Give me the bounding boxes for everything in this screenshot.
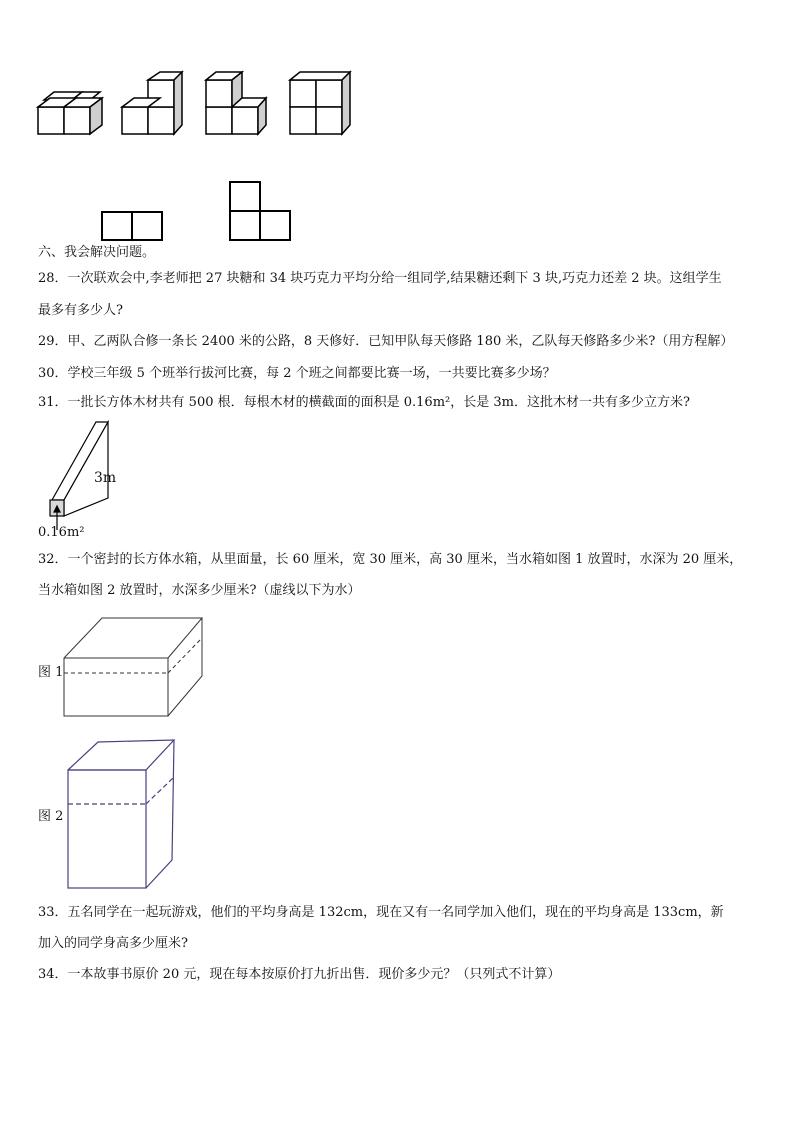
cube-figure-2: [122, 72, 182, 134]
water-tank-figure-2: [66, 736, 186, 896]
cube-figure-1: [38, 92, 102, 134]
lumber-length-label: 3m: [94, 470, 117, 486]
question-34: 34．一本故事书原价 20 元，现在每本按原价打九折出售．现价多少元？（只列式不计算）: [38, 967, 561, 982]
cube-figure-3: [206, 72, 266, 134]
question-33-line-1: 33．五名同学在一起玩游戏，他们的平均身高是 132cm，现在又有一名同学加入他们，现在的平均身高是 133cm，新: [38, 905, 724, 920]
view-figures: [100, 180, 300, 244]
figure-1-label: 图 1: [38, 665, 64, 680]
question-28-line-1: 28．一次联欢会中,李老师把 27 块糖和 34 块巧克力平均分给一组同学,结果糖还剩下 3 块,巧克力还差 2 块。这组学生: [38, 271, 722, 286]
question-33-line-2: 加入的同学身高多少厘米?: [38, 936, 188, 951]
cube-figures-row: [36, 72, 366, 142]
lumber-area-label: 0.16m²: [38, 525, 85, 540]
question-28-line-2: 最多有多少人?: [38, 303, 123, 318]
cube-figure-4: [290, 72, 350, 134]
view-l-shape: [230, 182, 290, 240]
figure-2-label: 图 2: [38, 809, 64, 824]
question-31: 31．一批长方体木材共有 500 根．每根木材的横截面的面积是 0.16m²，长是 3m．这批木材一共有多少立方米?: [38, 395, 690, 410]
section-title: 六、我会解决问题。: [38, 245, 156, 260]
question-30: 30．学校三年级 5 个班举行拔河比赛，每 2 个班之间都要比赛一场，一共要比赛多少场？: [38, 366, 556, 381]
question-29: 29．甲、乙两队合修一条长 2400 米的公路，8 天修好．已知甲队每天修路 180 米，乙队每天修路多少米?（用方程解）: [38, 334, 734, 349]
view-two-squares: [102, 212, 162, 240]
water-tank-figure-1: [62, 616, 212, 726]
question-32-line-1: 32．一个密封的长方体水箱，从里面量，长 60 厘米，宽 30 厘米，高 30 厘米，当水箱如图 1 放置时，水深为 20 厘米，: [38, 552, 743, 567]
question-32-line-2: 当水箱如图 2 放置时，水深多少厘米?（虚线以下为水）: [38, 583, 361, 598]
